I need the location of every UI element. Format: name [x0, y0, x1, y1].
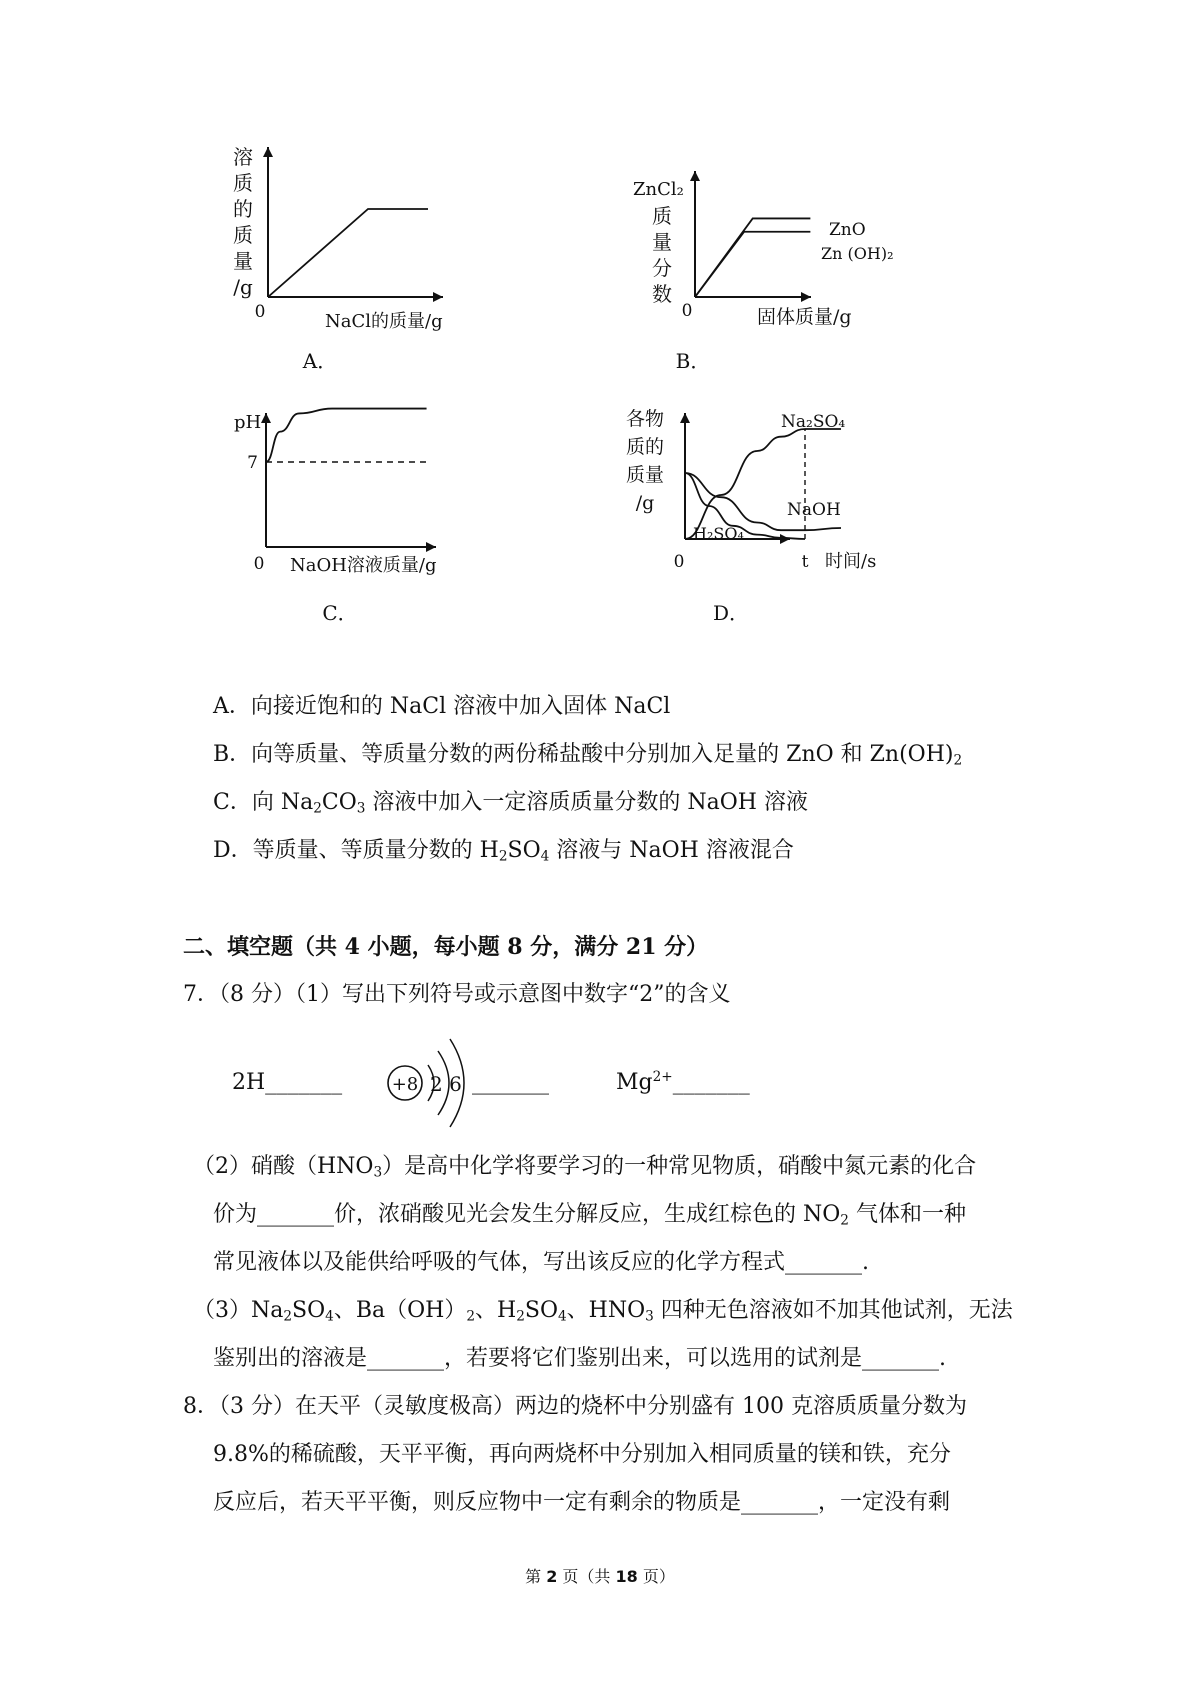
y-axis-label-row: 各物: [625, 408, 665, 430]
origin-label: 0: [253, 554, 265, 574]
panel-caption: A．: [302, 349, 338, 373]
text-segment: 溶液中加入一定溶质质量分数的 NaOH 溶液: [365, 790, 808, 815]
mg-symbol: Mg: [616, 1070, 653, 1095]
series-line-znoh2: [695, 232, 810, 297]
q7-part3-line1: [193, 1296, 1013, 1326]
mg-blank: _______: [672, 1070, 750, 1095]
option-c: [213, 788, 808, 818]
t-label: t: [801, 552, 809, 572]
x-axis-arrow: [433, 292, 443, 302]
y-axis-arrow: [690, 171, 700, 181]
option-b: [213, 740, 962, 770]
subscript: 2: [953, 752, 963, 769]
x-axis-label: NaCl的质量/g: [325, 311, 443, 332]
atom-nucleus-label: +8: [391, 1074, 419, 1095]
subscript: 2: [516, 1308, 525, 1325]
origin-label: 0: [254, 302, 266, 322]
y-axis-label-char: /g: [233, 275, 253, 299]
section-heading: 二、填空题（共 4 小题，每小题 8 分，满分 21 分）: [183, 934, 709, 960]
origin-label: 0: [681, 301, 693, 321]
atom-shell-label: 2 6: [430, 1072, 462, 1096]
text-segment: D．等质量、等质量分数的 H: [213, 838, 499, 863]
text-segment: （3）Na: [193, 1298, 284, 1323]
y-axis-label-char: 分: [652, 256, 672, 280]
q8-line2: 9.8%的稀硫酸，天平平衡，再向两烧杯中分别加入相同质量的镁和铁，充分: [213, 1442, 951, 1467]
text-segment: 、H: [475, 1298, 517, 1323]
subscript: 2: [283, 1308, 293, 1325]
q7-atom-blank: _______: [472, 1070, 549, 1095]
origin-label: 0: [673, 552, 685, 572]
text-segment: 、HNO: [566, 1298, 646, 1323]
x-axis-label: 固体质量/g: [757, 306, 852, 328]
y-axis-label-char: 的: [233, 197, 253, 221]
series-label-na2so4: Na₂SO₄: [781, 412, 846, 432]
text-segment: SO: [292, 1298, 326, 1323]
y-axis-arrow: [263, 147, 273, 157]
text-segment: SO: [524, 1298, 558, 1323]
y-marker-label: 7: [247, 453, 258, 473]
x-axis-label: 时间/s: [825, 551, 877, 572]
y-axis-label: pH: [234, 412, 262, 433]
x-axis-arrow: [426, 542, 436, 552]
q7-item-mg: [616, 1068, 750, 1098]
subscript: 2: [313, 800, 322, 817]
y-axis-label-row: 质量: [625, 464, 665, 486]
series-label-zno: ZnO: [829, 220, 866, 240]
text-segment: 溶液与 NaOH 溶液混合: [549, 838, 794, 863]
series-label-naoh: NaOH: [787, 500, 841, 520]
text-segment: 价为_______价，浓硝酸见光会发生分解反应，生成红棕色的 NO: [213, 1202, 841, 1227]
series-line-zno: [695, 218, 810, 297]
series-line: [266, 409, 427, 462]
x-axis-arrow: [801, 292, 811, 302]
text-segment: SO: [507, 838, 541, 863]
mg-charge: 2+: [652, 1068, 673, 1085]
y-axis-arrow: [680, 413, 690, 423]
text-segment: 鉴别出的溶液是_______，若要将它们鉴别出来，可以选用的试剂是_______.: [213, 1346, 946, 1371]
q7-part2-line1: [193, 1152, 976, 1182]
text-segment: 四种无色溶液如不加其他试剂，无法: [653, 1298, 1013, 1323]
y-axis-label-char: 溶: [233, 145, 253, 169]
series-line: [268, 209, 428, 297]
y-axis-label-top: ZnCl₂: [633, 179, 684, 200]
series-label-znoh2: Zn (OH)₂: [821, 244, 894, 263]
chart-a: [230, 140, 470, 400]
q8-line3: 反应后，若天平平衡，则反应物中一定有剩余的物质是_______，一定没有剩: [213, 1490, 951, 1515]
panel-caption: B．: [675, 349, 711, 373]
subscript: 2: [498, 848, 508, 865]
y-axis-label-char: 质: [233, 223, 253, 247]
subscript: 4: [540, 848, 550, 865]
subscript: 3: [356, 800, 366, 817]
option-d: [213, 836, 794, 866]
chart-d: [625, 405, 915, 675]
text-segment: A．向接近饱和的 NaCl 溶液中加入固体 NaCl: [213, 694, 671, 719]
chart-c: [230, 405, 490, 675]
text-segment: 常见液体以及能供给呼吸的气体，写出该反应的化学方程式_______.: [213, 1250, 869, 1275]
q8-line1: 8．（3 分）在天平（灵敏度极高）两边的烧杯中分别盛有 100 克溶质质量分数为: [183, 1394, 967, 1419]
text-segment: （2）硝酸（HNO: [193, 1154, 374, 1179]
series-line-na2so4: [685, 429, 841, 539]
y-axis-label-row: /g: [635, 492, 655, 514]
panel-caption: D．: [712, 601, 750, 625]
q7-part2-line2: [213, 1200, 966, 1230]
text-segment: 、Ba（OH）: [333, 1298, 467, 1323]
option-a: [213, 692, 670, 722]
y-axis-label-char: 量: [652, 230, 672, 254]
text-segment: ）是高中化学将要学习的一种常见物质，硝酸中氮元素的化合: [382, 1154, 977, 1179]
subscript: 4: [325, 1308, 334, 1325]
chart-b: [625, 165, 925, 405]
x-axis-label: NaOH溶液质量/g: [290, 555, 437, 576]
y-axis-label-row: 质的: [625, 436, 665, 458]
panel-caption: C．: [322, 601, 358, 625]
subscript: 3: [645, 1308, 654, 1325]
y-axis-label-char: 质: [652, 204, 672, 228]
y-axis-label-char: 质: [233, 171, 253, 195]
subscript: 4: [557, 1308, 567, 1325]
text-segment: CO: [321, 790, 357, 815]
y-axis-label-char: 量: [233, 249, 253, 273]
y-axis-arrow: [261, 413, 271, 423]
page-footer: 第 2 页（共 18 页）: [525, 1567, 675, 1586]
q7-part3-line2: [213, 1344, 946, 1374]
y-axis-label-char: 数: [652, 282, 672, 306]
text-segment: B．向等质量、等质量分数的两份稀盐酸中分别加入足量的 ZnO 和 Zn(OH): [213, 742, 954, 767]
subscript: 2: [840, 1212, 849, 1229]
text-segment: C．向 Na: [213, 790, 314, 815]
subscript: 2: [466, 1308, 476, 1325]
q7-item-2h: 2H_______: [232, 1070, 343, 1095]
q7-part2-line3: [213, 1248, 869, 1278]
subscript: 3: [373, 1164, 383, 1181]
q7-line1: 7．（8 分）（1）写出下列符号或示意图中数字“2”的含义: [183, 982, 731, 1007]
text-segment: 气体和一种: [848, 1202, 966, 1227]
series-label-h2so4: H₂SO₄: [693, 524, 744, 543]
